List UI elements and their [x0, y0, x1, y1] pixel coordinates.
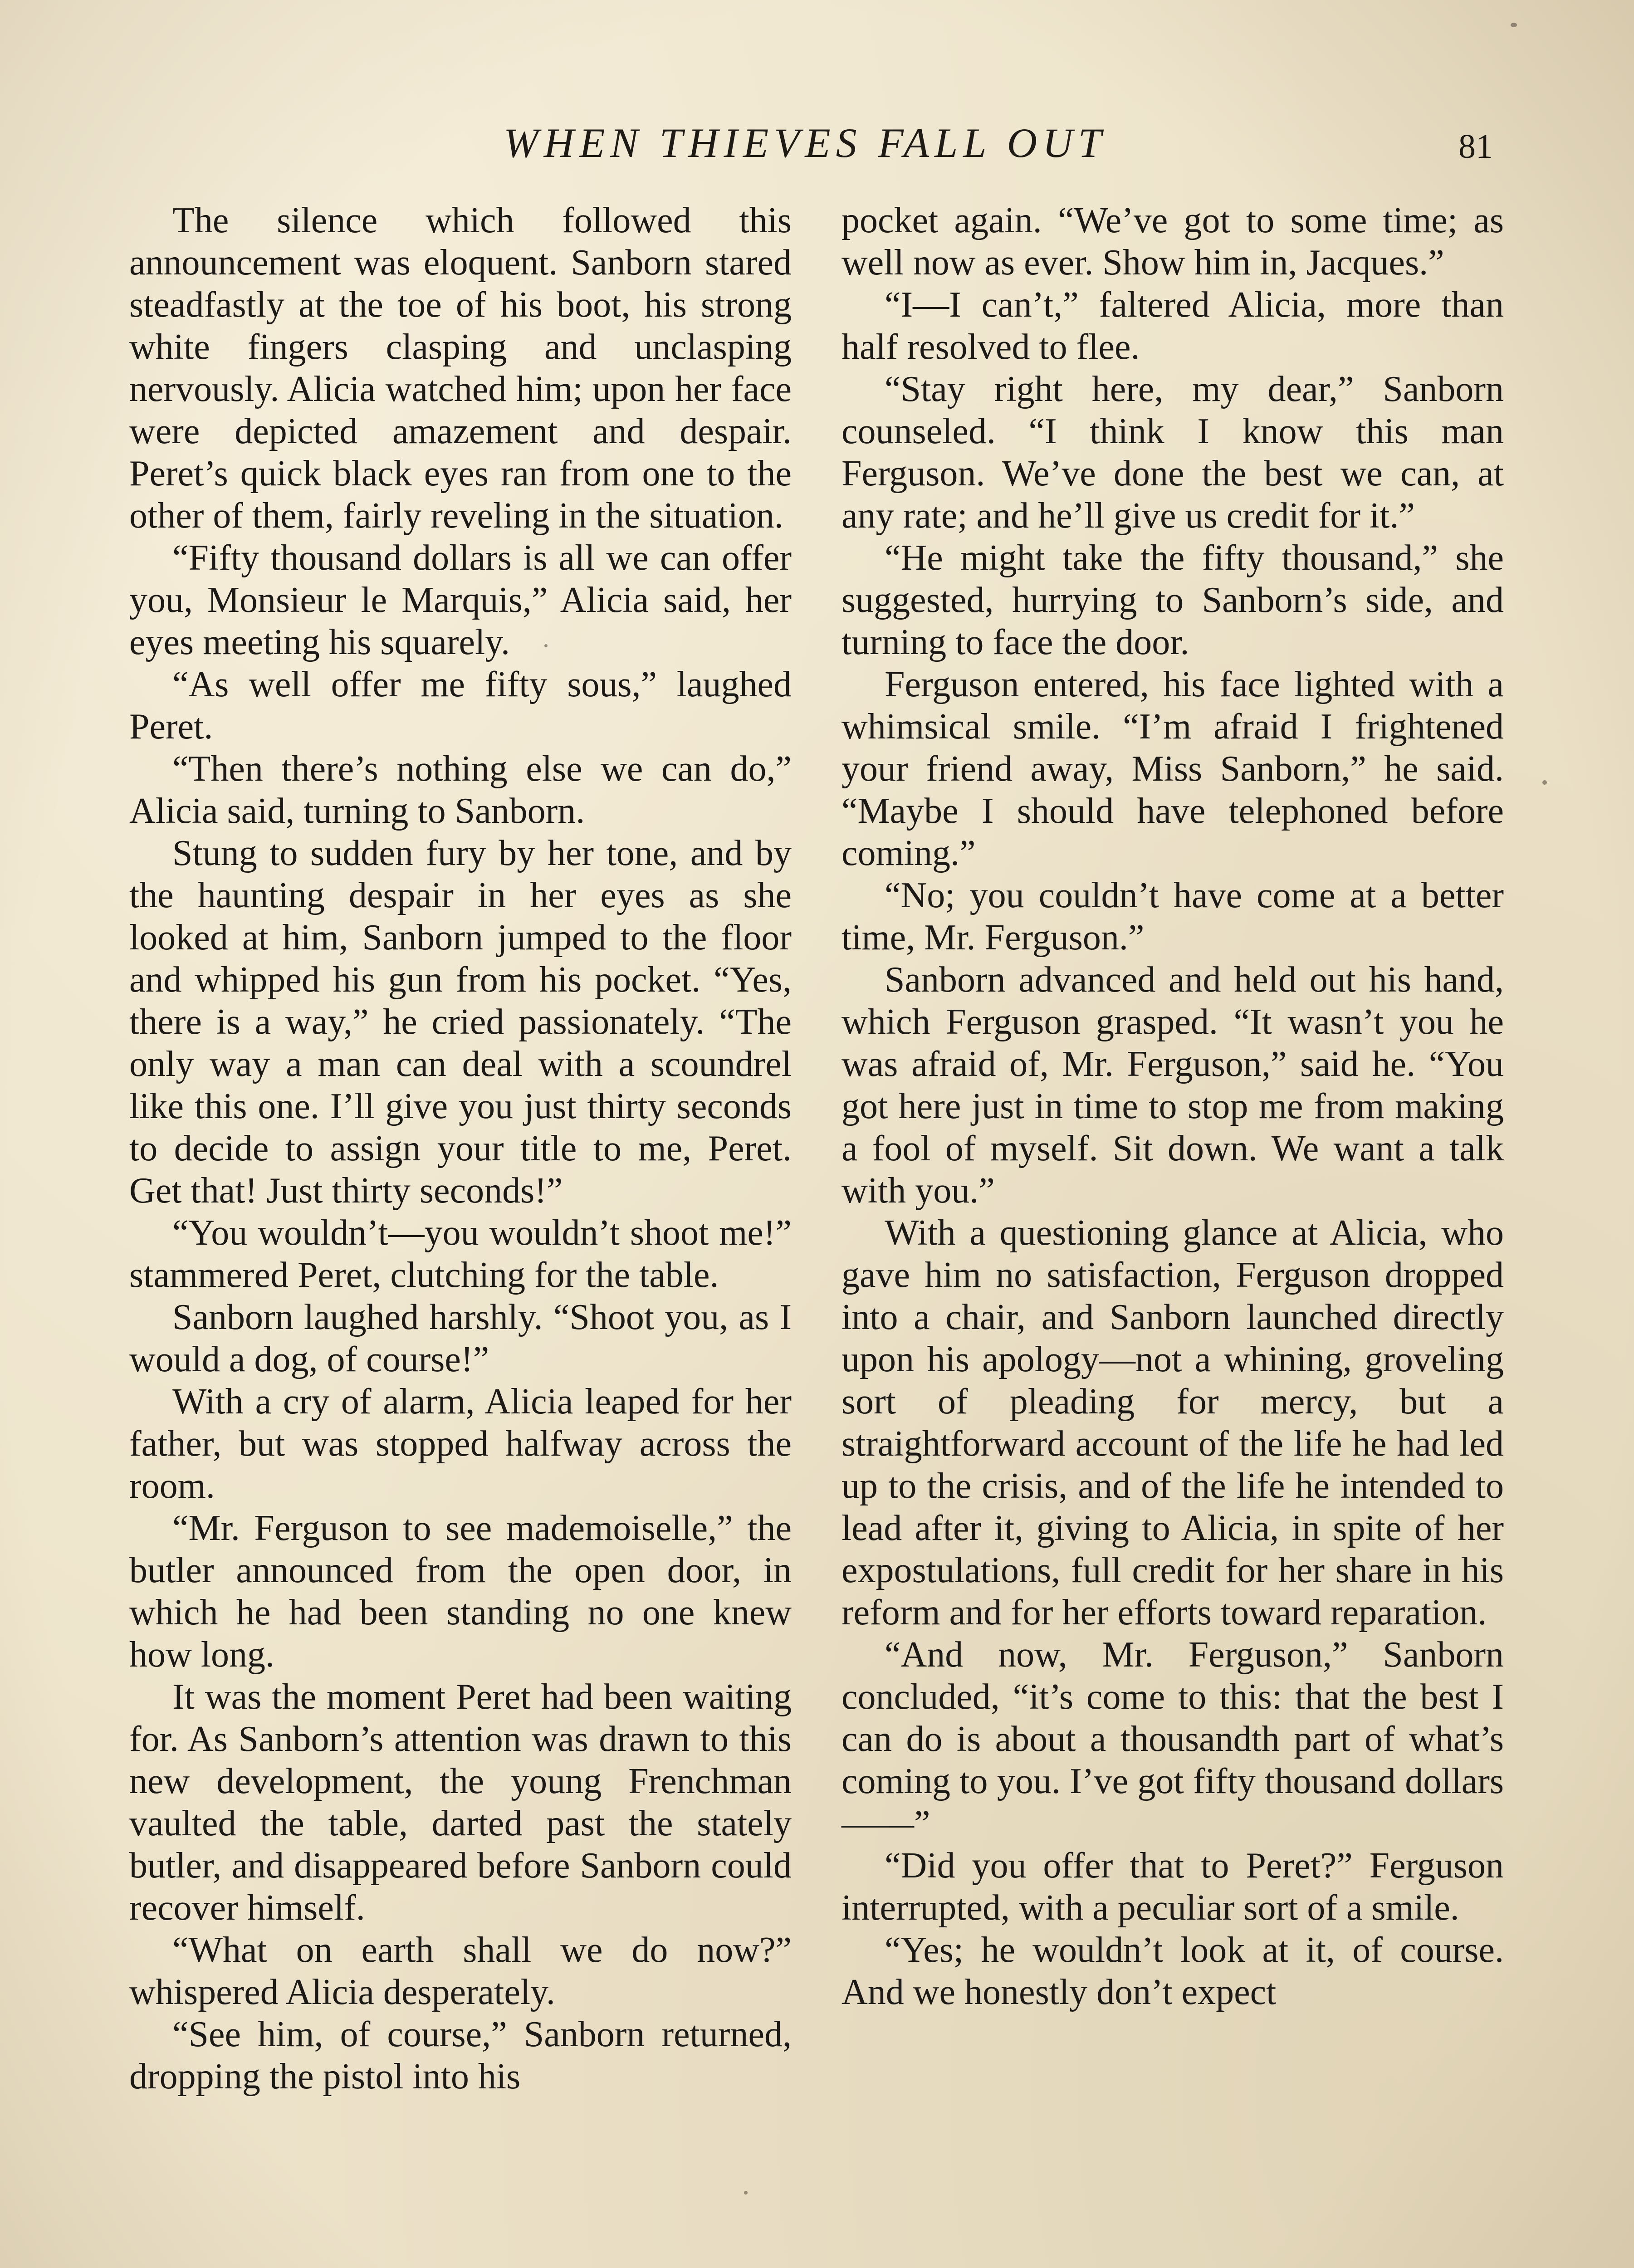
paragraph: “Then there’s nothing else we can do,” Alicia said, turning to Sanborn. [129, 749, 792, 831]
paper-speck [544, 644, 548, 647]
paper-speck [744, 2191, 748, 2195]
paragraph: Stung to sudden fury by her tone, and by the haunting despair in her eyes as she looked at him, Sanborn jumped to the floor and whipped his gun from his pocket. “Yes, there is a way,” he cried passionately. “The only way a man can deal with a scoundrel like this one. I’ll give you just thirty seconds to decide to assign your title to me, Peret. Get that! Just thirty seconds!” [129, 833, 792, 1211]
paragraph: With a cry of alarm, Alicia leaped for her father, but was stopped halfway across the room. [129, 1382, 792, 1506]
running-head: WHEN THIEVES FALL OUT [504, 120, 1107, 166]
paragraph: “Yes; he wouldn’t look at it, of course. And we honestly don’t expect [841, 1930, 1504, 2012]
paper-speck [1542, 780, 1547, 785]
paragraph: “And now, Mr. Ferguson,” Sanborn concluded, “it’s come to this: that the best I can do is about a thousandth part of what’s coming to you. I’ve got fifty thousand dollars——” [841, 1635, 1504, 1843]
paragraph: “Mr. Ferguson to see mademoiselle,” the butler announced from the open door, in which he had been standing no one knew how long. [129, 1508, 792, 1675]
paragraph: Ferguson entered, his face lighted with a whimsical smile. “I’m afraid I frightened your friend away, Miss Sanborn,” he said. “Maybe I should have telephoned before coming.” [841, 665, 1504, 873]
page-number: 81 [1458, 127, 1493, 166]
right-column [841, 200, 1504, 2014]
paragraph: “Fifty thousand dollars is all we can offer you, Monsieur le Marquis,” Alicia said, her eyes meeting his squarely. [129, 538, 792, 662]
paragraph: “Stay right here, my dear,” Sanborn counseled. “I think I know this man Ferguson. We’ve done the best we can, at any rate; and he’ll give us credit for it.” [841, 369, 1504, 536]
paragraph: The silence which followed this announcement was eloquent. Sanborn stared steadfastly at the toe of his boot, his strong white fingers clasping and unclasping nervously. Alicia watched him; upon her face were depicted amazement and despair. Peret’s quick black eyes ran from one to the other of them, fairly reveling in the situation. [129, 200, 792, 536]
paragraph: Sanborn laughed harshly. “Shoot you, as I would a dog, of course!” [129, 1297, 792, 1379]
paper-speck [1511, 23, 1517, 27]
paragraph: With a questioning glance at Alicia, who gave him no satisfaction, Ferguson dropped into a chair, and Sanborn launched directly upon his apology—not a whining, groveling sort of pleading for mercy, but a straightforward account of the life he had led up to the crisis, and of the life he intended to lead after it, giving to Alicia, in spite of her expostulations, full credit for her share in his reform and for her efforts toward reparation. [841, 1213, 1504, 1633]
left-column [129, 200, 792, 2098]
paragraph: Sanborn advanced and held out his hand, which Ferguson grasped. “It wasn’t you he was afraid of, Mr. Ferguson,” said he. “You got here just in time to stop me from making a fool of myself. Sit down. We want a talk with you.” [841, 960, 1504, 1211]
paragraph: “Did you offer that to Peret?” Ferguson interrupted, with a peculiar sort of a smile. [841, 1846, 1504, 1928]
paragraph: “You wouldn’t—you wouldn’t shoot me!” stammered Peret, clutching for the table. [129, 1213, 792, 1295]
paragraph: “See him, of course,” Sanborn returned, dropping the pistol into his [129, 2014, 792, 2097]
paragraph: “He might take the fifty thousand,” she suggested, hurrying to Sanborn’s side, and turning to face the door. [841, 538, 1504, 662]
paragraph: “What on earth shall we do now?” whispered Alicia desperately. [129, 1930, 792, 2012]
paragraph: “No; you couldn’t have come at a better time, Mr. Ferguson.” [841, 875, 1504, 958]
paragraph: It was the moment Peret had been waiting for. As Sanborn’s attention was drawn to this new development, the young Frenchman vaulted the table, darted past the stately butler, and disappeared before Sanborn could recover himself. [129, 1677, 792, 1928]
paragraph: “As well offer me fifty sous,” laughed Peret. [129, 665, 792, 747]
paragraph: “I—I can’t,” faltered Alicia, more than half resolved to flee. [841, 285, 1504, 367]
paragraph-continued: pocket again. “We’ve got to some time; as well now as ever. Show him in, Jacques.” [841, 200, 1504, 283]
